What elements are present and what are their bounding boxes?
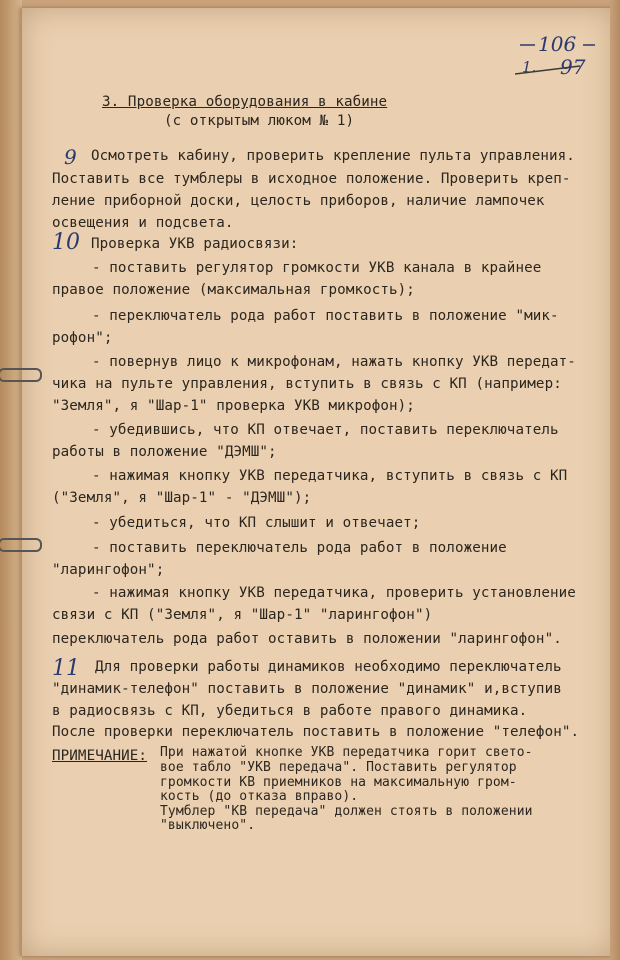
item10-line: - убедиться, что КП слышит и отвечает; xyxy=(92,515,421,531)
item9-line: Поставить все тумблеры в исходное положение. Проверить креп- xyxy=(52,171,571,187)
archive-number-bottom: 97 xyxy=(560,55,586,79)
item-number-10: 10 xyxy=(52,230,80,255)
item10-heading: Проверка УКВ радиосвязи: xyxy=(91,236,299,252)
binder-ring xyxy=(0,368,42,382)
note-line: громкости КВ приемников на максимальную гром- xyxy=(160,775,517,790)
binder-ring xyxy=(0,538,42,552)
item11-line: "динамик-телефон" поставить в положение "динамик" и,вступив xyxy=(52,681,562,697)
item10-line: - переключатель рода работ поставить в положение "мик- xyxy=(92,308,559,324)
item10-line: работы в положение "ДЭМШ"; xyxy=(52,444,277,460)
item10-line: - убедившись, что КП отвечает, поставить переключатель xyxy=(92,422,559,438)
note-line: вое табло "УКВ передача". Поставить регулятор xyxy=(160,760,517,775)
item10-line: - нажимая кнопку УКВ передатчика, проверить установление xyxy=(92,585,576,601)
item10-line: рофон"; xyxy=(52,330,113,346)
item11-line: Для проверки работы динамиков необходимо переключатель xyxy=(95,659,562,675)
note-line: "выключено". xyxy=(160,818,256,833)
item9-line: ление приборной доски, целость приборов, наличие лампочек xyxy=(52,193,545,209)
item10-line: ("Земля", я "Шар-1" - "ДЭМШ"); xyxy=(52,490,312,506)
archive-number-top: 106 xyxy=(538,32,577,56)
section-title: 3. Проверка оборудования в кабине xyxy=(102,94,388,110)
item10-line: - поставить регулятор громкости УКВ канала в крайнее xyxy=(92,260,542,276)
note-line: кость (до отказа вправо). xyxy=(160,789,359,804)
item-number-9: 9 xyxy=(64,145,77,169)
item9-line: освещения и подсвета. xyxy=(52,215,234,231)
note-line: Тумблер "КВ передача" должен стоять в положении xyxy=(160,804,533,819)
item10-line: переключатель рода работ оставить в положении "ларингофон". xyxy=(52,631,562,647)
item10-line: "Земля", я "Шар-1" проверка УКВ микрофон); xyxy=(52,398,415,414)
item10-line: "ларингофон"; xyxy=(52,562,165,578)
item10-line: - поставить переключатель рода работ в положение xyxy=(92,540,507,556)
item10-line: чика на пульте управления, вступить в связь с КП (например: xyxy=(52,376,562,392)
page-edge xyxy=(610,0,620,960)
item10-line: связи с КП ("Земля", я "Шар-1" "ларингофон") xyxy=(52,607,433,623)
item11-line: После проверки переключатель поставить в положение "телефон". xyxy=(52,724,580,740)
item9-line: Осмотреть кабину, проверить крепление пульта управления. xyxy=(91,148,575,164)
note-line: При нажатой кнопке УКВ передатчика горит свето- xyxy=(160,745,533,760)
item-number-11: 11 xyxy=(52,656,80,681)
note-label: ПРИМЕЧАНИЕ: xyxy=(52,748,148,764)
item10-line: правое положение (максимальная громкость); xyxy=(52,282,415,298)
section-subtitle: (с открытым люком № 1) xyxy=(164,113,355,129)
item10-line: - повернув лицо к микрофонам, нажать кнопку УКВ передат- xyxy=(92,354,576,370)
item10-line: - нажимая кнопку УКВ передатчика, вступить в связь с КП xyxy=(92,468,568,484)
archive-number-bottom-prefix: 1. xyxy=(522,58,537,76)
item11-line: в радиосвязь с КП, убедиться в работе правого динамика. xyxy=(52,703,528,719)
binding-strip xyxy=(0,0,22,960)
